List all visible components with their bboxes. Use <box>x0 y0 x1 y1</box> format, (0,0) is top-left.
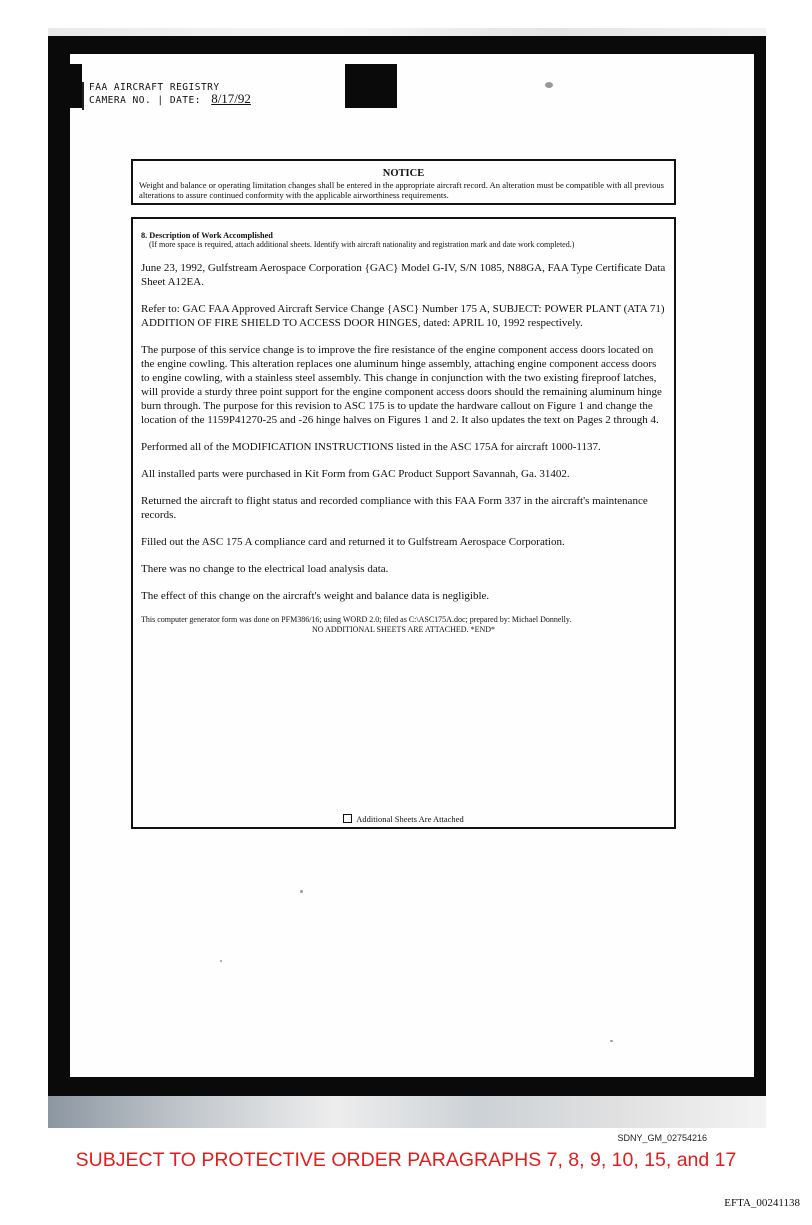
scan-bottom-edge <box>48 1096 766 1128</box>
scan-top-edge <box>48 28 766 36</box>
registry-stamp-label: CAMERA NO. | DATE: <box>89 95 201 106</box>
scan-speck <box>610 1040 613 1042</box>
section-subheading: (If more space is required, attach additional sheets. Identify with aircraft nationality and registration mark and date work completed.) <box>149 240 575 249</box>
paragraph-performed: Performed all of the MODIFICATION INSTRUCTIONS listed in the ASC 175A for aircraft 1000-1137. <box>141 441 601 453</box>
footer-end-note: NO ADDITIONAL SHEETS ARE ATTACHED. *END* <box>311 625 496 634</box>
efta-number: EFTA_00241138 <box>724 1197 800 1209</box>
paragraph-parts: All installed parts were purchased in Kit Form from GAC Product Support Savannah, Ga. 31402. <box>141 468 570 480</box>
scan-speck <box>545 82 553 88</box>
scan-speck <box>220 960 222 962</box>
paragraph-reference: Refer to: GAC FAA Approved Aircraft Service Change {ASC} Number 175 A, SUBJECT: POWER PLANT (ATA 71) ADDITION OF FIRE SHIELD TO ACCESS DOOR HINGES, dated: APRIL 10, 1992 respectively. <box>141 303 665 329</box>
registry-stamp-date: 8/17/92 <box>211 91 251 106</box>
paragraph-date-aircraft: June 23, 1992, Gulfstream Aerospace Corporation {GAC} Model G-IV, S/N 1085, N88GA, FAA Type Certificate Data Sheet A12EA. <box>141 262 666 288</box>
additional-sheets-label: Additional Sheets Are Attached <box>356 814 464 824</box>
paragraph-weight-balance: The effect of this change on the aircraft's weight and balance data is negligible. <box>141 590 490 602</box>
notice-title: NOTICE <box>382 168 425 179</box>
notice-box <box>131 159 676 205</box>
paragraph-electrical: There was no change to the electrical load analysis data. <box>141 563 389 575</box>
bates-number: SDNY_GM_02754216 <box>617 1133 707 1143</box>
notice-text: Weight and balance or operating limitation changes shall be entered in the appropriate aircraft record. An alteration must be compatible with all previous alterations to assure continued conformity with the applicable airworthiness requirements. <box>139 180 665 200</box>
work-description-box <box>131 217 676 829</box>
footer-note: This computer generator form was done on PFM386/16; using WORD 2.0; filed as C:\ASC175A.doc; prepared by: Michael Donnelly. <box>141 615 572 624</box>
registry-stamp-camera-date <box>89 93 344 106</box>
stamp-dark-block <box>345 64 397 108</box>
protective-order-banner: SUBJECT TO PROTECTIVE ORDER PARAGRAPHS 7, 8, 9, 10, 15, and 17 <box>75 1149 737 1171</box>
stamp-left-bar <box>70 64 82 108</box>
paragraph-compliance-card: Filled out the ASC 175 A compliance card and returned it to Gulfstream Aerospace Corporation. <box>141 536 565 548</box>
scan-speck <box>300 890 303 893</box>
registry-stamp <box>82 82 344 110</box>
registry-stamp-title: FAA AIRCRAFT REGISTRY <box>89 82 220 93</box>
paragraph-purpose: The purpose of this service change is to improve the fire resistance of the engine component access doors located on the engine cowling. This alteration replaces one aluminum hinge assembly, attaching engine component access doors to engine cowling, with a stainless steel assembly. This change in conjunction with the two existing fireproof latches, will provide a sturdy three point support for the engine component access doors should the remaining aluminum hinge burn through. The purpose for this revision to ASC 175 is to update the hardware callout on Figure 1 and change the location of the 1159P41270-25 and -26 hinge halves on Figures 1 and 2. It also updates the text on Pages 2 through 4. <box>141 344 662 426</box>
additional-sheets-checkbox <box>343 814 352 823</box>
section-heading: 8. Description of Work Accomplished <box>141 231 273 240</box>
additional-sheets-line <box>133 814 674 824</box>
paragraph-returned: Returned the aircraft to flight status and recorded compliance with this FAA Form 337 in the aircraft's maintenance records. <box>141 495 648 521</box>
